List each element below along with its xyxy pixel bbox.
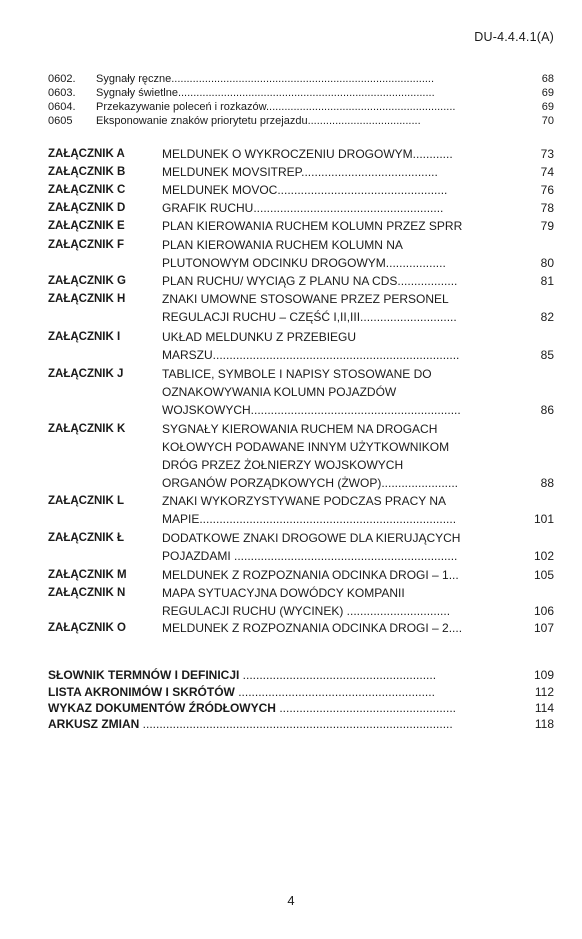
annex-title: WOJSKOWYCH...............................................................	[162, 403, 461, 417]
toc-entry-number: 0602.	[48, 73, 76, 85]
annex-line	[162, 440, 554, 455]
annex-page: 106	[533, 604, 554, 618]
annex-page: 86	[540, 403, 554, 417]
annex-label: ZAŁĄCZNIK B	[48, 166, 126, 178]
toc-entry[interactable]	[48, 87, 554, 102]
annex-title: PLAN KIEROWANIA RUCHEM KOLUMN PRZEZ SPRR	[162, 219, 463, 233]
annex-label: ZAŁĄCZNIK I	[48, 331, 121, 343]
annex-label: ZAŁĄCZNIK O	[48, 622, 126, 634]
annex-label: ZAŁĄCZNIK M	[48, 569, 127, 581]
toc-entry[interactable]	[48, 101, 554, 116]
annex-line	[162, 586, 554, 601]
annex-title: MELDUNEK Z ROZPOZNANIA ODCINKA DROGI – 1...	[162, 568, 459, 582]
annex-line	[162, 274, 554, 289]
annex-title: MELDUNEK O WYKROCZENIU DROGOWYM............	[162, 147, 453, 161]
annex-line	[162, 385, 554, 400]
annex-line	[162, 201, 554, 216]
annex-title: DRÓG PRZEZ ŻOŁNIERZY WOJSKOWYCH	[162, 458, 404, 472]
annex-title: MAPIE.............................................................................	[162, 512, 457, 526]
back-matter-title: WYKAZ DOKUMENTÓW ŹRÓDŁOWYCH .....................................................	[48, 701, 457, 715]
annex-line	[162, 367, 554, 382]
annex-line	[162, 183, 554, 198]
annex-line	[162, 165, 554, 180]
annex-label: ZAŁĄCZNIK E	[48, 220, 125, 232]
annex-label: ZAŁĄCZNIK G	[48, 275, 126, 287]
annex-label: ZAŁĄCZNIK L	[48, 495, 125, 507]
annex-line	[162, 330, 554, 345]
annex-line	[162, 604, 554, 619]
annex-line	[162, 256, 554, 271]
annex-line	[162, 348, 554, 363]
annex-line	[162, 549, 554, 564]
back-matter-entry[interactable]	[48, 717, 554, 732]
annex-title: ZNAKI WYKORZYSTYWANE PODCZAS PRACY NA	[162, 494, 447, 508]
annex-line	[162, 292, 554, 307]
annex-label: ZAŁĄCZNIK K	[48, 423, 126, 435]
annex-page: 76	[540, 183, 554, 197]
annex-title: DODATKOWE ZNAKI DROGOWE DLA KIERUJĄCYCH	[162, 531, 461, 545]
back-matter-entry[interactable]	[48, 685, 554, 700]
back-matter-page: 114	[534, 701, 554, 715]
annex-page: 101	[533, 512, 554, 526]
annex-title: PLAN KIEROWANIA RUCHEM KOLUMN NA	[162, 238, 403, 252]
annex-title: MAPA SYTUACYJNA DOWÓDCY KOMPANII	[162, 586, 405, 600]
annex-label: ZAŁĄCZNIK C	[48, 184, 126, 196]
toc-entry-page: 70	[541, 115, 554, 127]
annex-page: 107	[533, 621, 554, 635]
back-matter-title: SŁOWNIK TERMNÓW I DEFINICJI ..........................................................	[48, 668, 437, 682]
annex-line	[162, 458, 554, 473]
annex-line	[162, 310, 554, 325]
annex-page: 74	[540, 165, 554, 179]
annex-label: ZAŁĄCZNIK A	[48, 148, 125, 160]
annex-line	[162, 531, 554, 546]
annex-title: UKŁAD MELDUNKU Z PRZEBIEGU	[162, 330, 357, 344]
annex-page: 102	[533, 549, 554, 563]
annex-line	[162, 476, 554, 491]
annex-title: TABLICE, SYMBOLE I NAPISY STOSOWANE DO	[162, 367, 432, 381]
back-matter-page: 112	[534, 685, 554, 699]
annex-label: ZAŁĄCZNIK H	[48, 293, 126, 305]
document-code: DU-4.4.4.1(A)	[474, 30, 554, 44]
annex-title: MELDUNEK MOVSITREP.........................................	[162, 165, 438, 179]
annex-page: 85	[540, 348, 554, 362]
annex-title: ORGANÓW PORZĄDKOWYCH (ŻWOP).......................	[162, 476, 459, 490]
page-number: 4	[287, 893, 295, 908]
toc-entry-page: 68	[541, 73, 554, 85]
annex-line	[162, 403, 554, 418]
toc-entry-number: 0604.	[48, 101, 76, 113]
toc-entry-number: 0605	[48, 115, 73, 127]
annex-page: 79	[540, 219, 554, 233]
annex-title: GRAFIK RUCHU.........................................................	[162, 201, 444, 215]
annex-title: SYGNAŁY KIEROWANIA RUCHEM NA DROGACH	[162, 422, 438, 436]
toc-entry-title: Sygnały świetlne....................................................................................	[96, 87, 435, 99]
annex-line	[162, 147, 554, 162]
annex-title: PLAN RUCHU/ WYCIĄG Z PLANU NA CDS..................	[162, 274, 458, 288]
back-matter-entry[interactable]	[48, 668, 554, 683]
annex-page: 78	[540, 201, 554, 215]
annex-line	[162, 568, 554, 583]
annex-label: ZAŁĄCZNIK F	[48, 239, 125, 251]
annex-line	[162, 422, 554, 437]
annex-line	[162, 512, 554, 527]
toc-entry-title: Eksponowanie znaków priorytetu przejazdu.....................................	[96, 115, 421, 127]
back-matter-title: ARKUSZ ZMIAN .............................................................................................	[48, 717, 453, 731]
annex-title: KOŁOWYCH PODAWANE INNYM UŻYTKOWNIKOM	[162, 440, 450, 454]
back-matter-page: 109	[533, 668, 554, 682]
annex-title: MELDUNEK MOVOC...................................................	[162, 183, 448, 197]
annex-page: 105	[533, 568, 554, 582]
annex-title: OZNAKOWYWANIA KOLUMN POJAZDÓW	[162, 385, 397, 399]
annex-title: MARSZU..........................................................................	[162, 348, 460, 362]
back-matter-title: LISTA AKRONIMÓW I SKRÓTÓW ...........................................................	[48, 685, 435, 699]
back-matter-page: 118	[534, 717, 554, 731]
toc-entry[interactable]	[48, 73, 554, 88]
back-matter-entry[interactable]	[48, 701, 554, 716]
annex-page: 88	[540, 476, 554, 490]
annex-label: ZAŁĄCZNIK N	[48, 587, 126, 599]
annex-line	[162, 238, 554, 253]
annex-page: 80	[540, 256, 554, 270]
annex-label: ZAŁĄCZNIK D	[48, 202, 126, 214]
annex-line	[162, 219, 554, 234]
annex-label: ZAŁĄCZNIK J	[48, 368, 124, 380]
annex-title: REGULACJI RUCHU (WYCINEK) ...............................	[162, 604, 451, 618]
toc-entry-number: 0603.	[48, 87, 76, 99]
annex-label: ZAŁĄCZNIK Ł	[48, 532, 125, 544]
annex-page: 81	[540, 274, 554, 288]
annex-title: ZNAKI UMOWNE STOSOWANE PRZEZ PERSONEL	[162, 292, 449, 306]
annex-title: POJAZDAMI ...................................................................	[162, 549, 458, 563]
toc-entry-page: 69	[541, 101, 554, 113]
annex-page: 73	[540, 147, 554, 161]
toc-entry-page: 69	[541, 87, 554, 99]
annex-title: MELDUNEK Z ROZPOZNANIA ODCINKA DROGI – 2....	[162, 621, 463, 635]
annex-line	[162, 621, 554, 636]
annex-line	[162, 494, 554, 509]
toc-entry[interactable]	[48, 115, 554, 130]
annex-title: PLUTONOWYM ODCINKU DROGOWYM..................	[162, 256, 446, 270]
annex-page: 82	[540, 310, 554, 324]
toc-entry-title: Przekazywanie poleceń i rozkazów..............................................................	[96, 101, 456, 113]
toc-entry-title: Sygnały ręczne......................................................................................	[96, 73, 435, 85]
annex-title: REGULACJI RUCHU – CZĘŚĆ I,II,III.............................	[162, 310, 457, 324]
